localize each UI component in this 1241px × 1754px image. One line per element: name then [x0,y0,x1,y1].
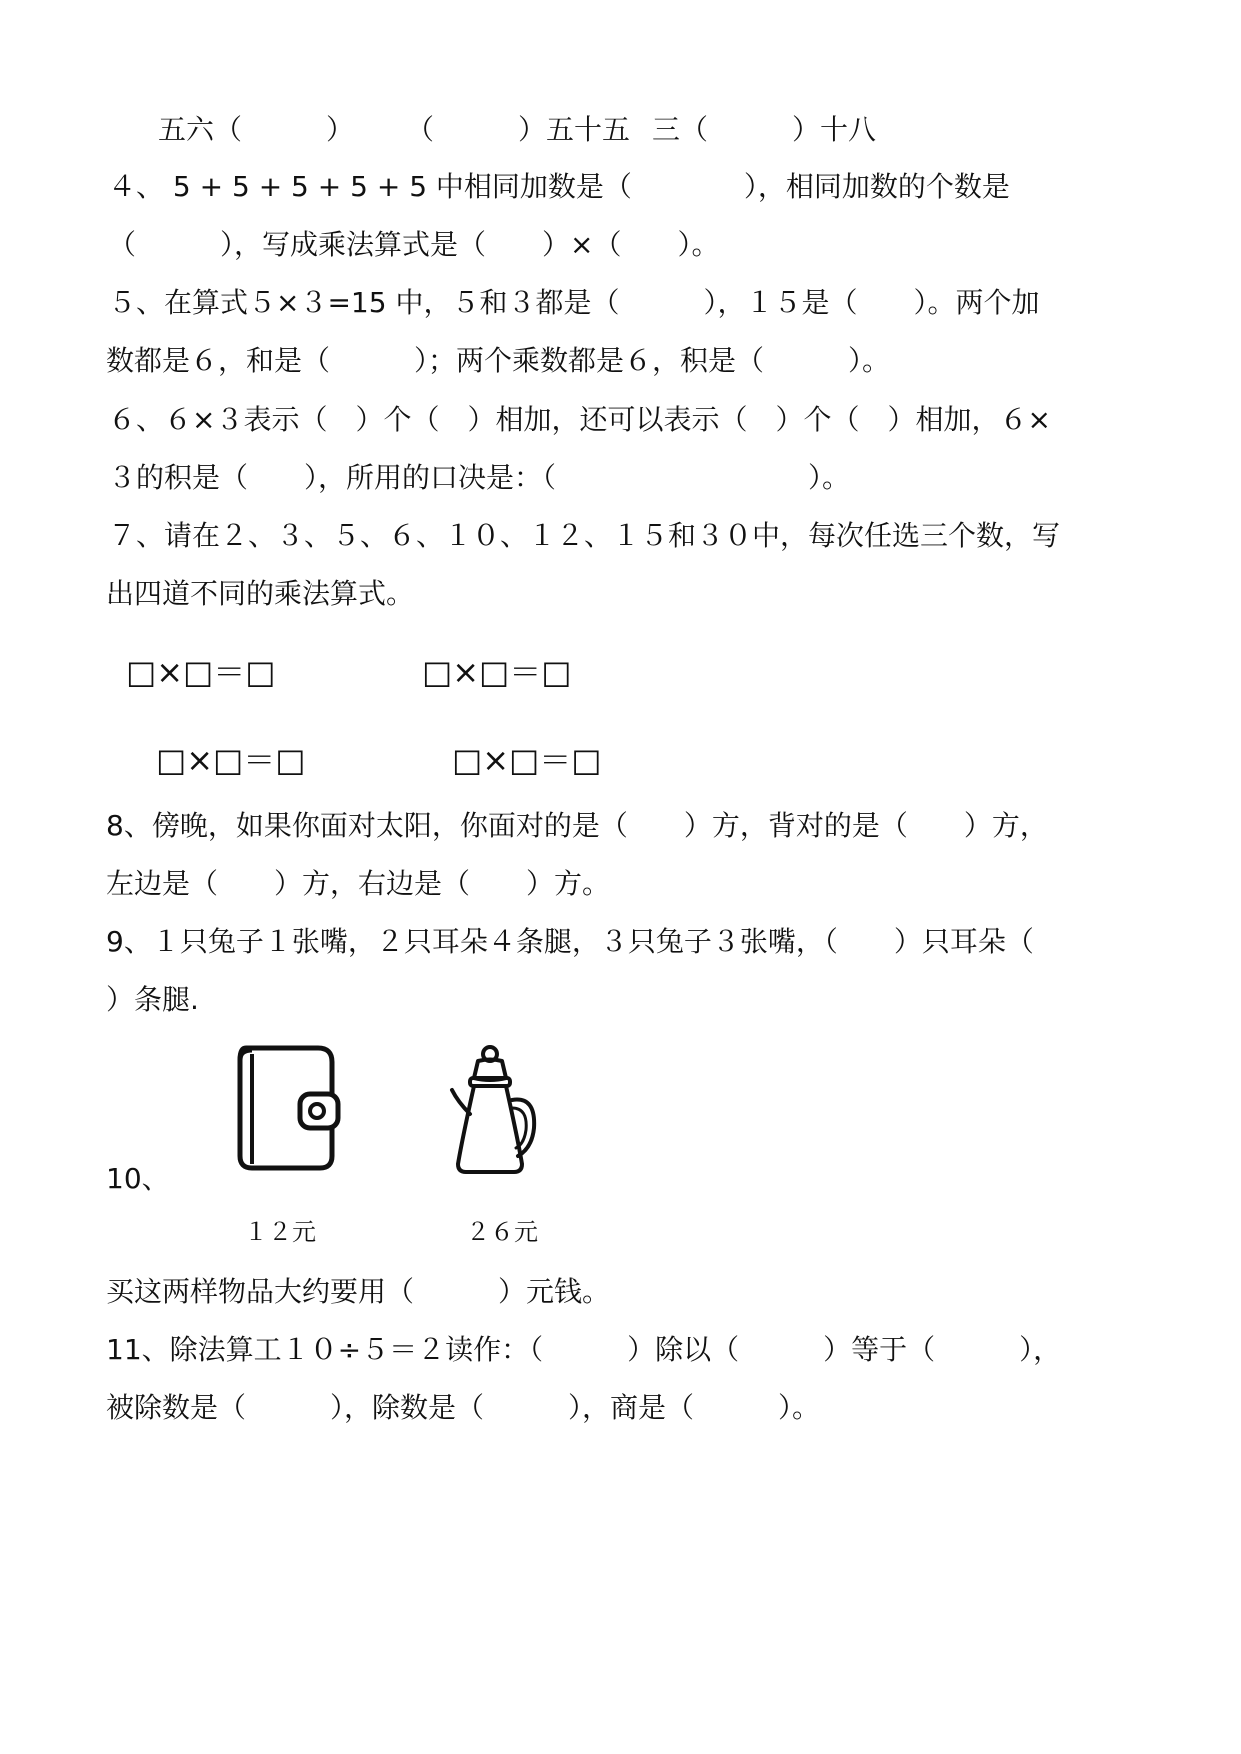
q4-line2: （ ），写成乘法算式是（ ）×（ ）。 [108,228,720,261]
q3-blank-a: 五六（ ） [158,113,355,146]
q6-line1: ６、６×３表示（ ）个（ ）相加，还可以表示（ ）个（ ）相加，６× [108,403,1051,436]
q7-line1: ７、请在２、３、５、６、１０、１２、１５和３０中，每次任选三个数，写 [108,519,1061,552]
wallet-icon [232,1040,342,1175]
q5-line2: 数都是６，和是（ ）；两个乘数都是６，积是（ ）。 [106,344,891,377]
q8-line2: 左边是（ ）方，右边是（ ）方。 [106,867,611,900]
kettle-icon [448,1044,543,1179]
q3-blank-c: 三（ ）十八 [652,113,877,146]
q6-line2: ３的积是（ ），所用的口决是：（ ）。 [108,461,851,494]
q7-line2: 出四道不同的乘法算式。 [106,577,415,610]
q7-equation-2: □×□＝□ [422,653,572,691]
q10-number: 10、 [106,1162,170,1195]
q7-equation-1: □×□＝□ [126,653,276,691]
q11-line2: 被除数是（ ），除数是（ ），商是（ ）。 [106,1391,821,1424]
q3-blank-b: （ ）五十五 [406,113,631,146]
q8-line1: 8、傍晚，如果你面对太阳，你面对的是（ ）方，背对的是（ ）方， [106,809,1048,842]
q9-line1: 9、１只兔子１张嘴，２只耳朵４条腿，３只兔子３张嘴，（ ）只耳朵（ [106,925,1034,958]
q11-line1: 11、除法算工１０÷５＝２读作：（ ）除以（ ）等于（ ）， [106,1333,1062,1366]
wallet-price: １２元 [244,1218,316,1246]
kettle-price: ２６元 [466,1218,538,1246]
q9-line2: ）条腿. [106,983,199,1016]
q4-line1: ４、 5 + 5 + 5 + 5 + 5 中相同加数是（ ），相同加数的个数是 [108,170,1010,203]
q5-line1: ５、在算式５×３=15 中，５和３都是（ ），１５是（ ）。两个加 [108,286,1040,319]
q7-equation-4: □×□＝□ [452,741,602,779]
q10-question: 买这两样物品大约要用（ ）元钱。 [106,1275,611,1308]
q7-equation-3: □×□＝□ [156,741,306,779]
